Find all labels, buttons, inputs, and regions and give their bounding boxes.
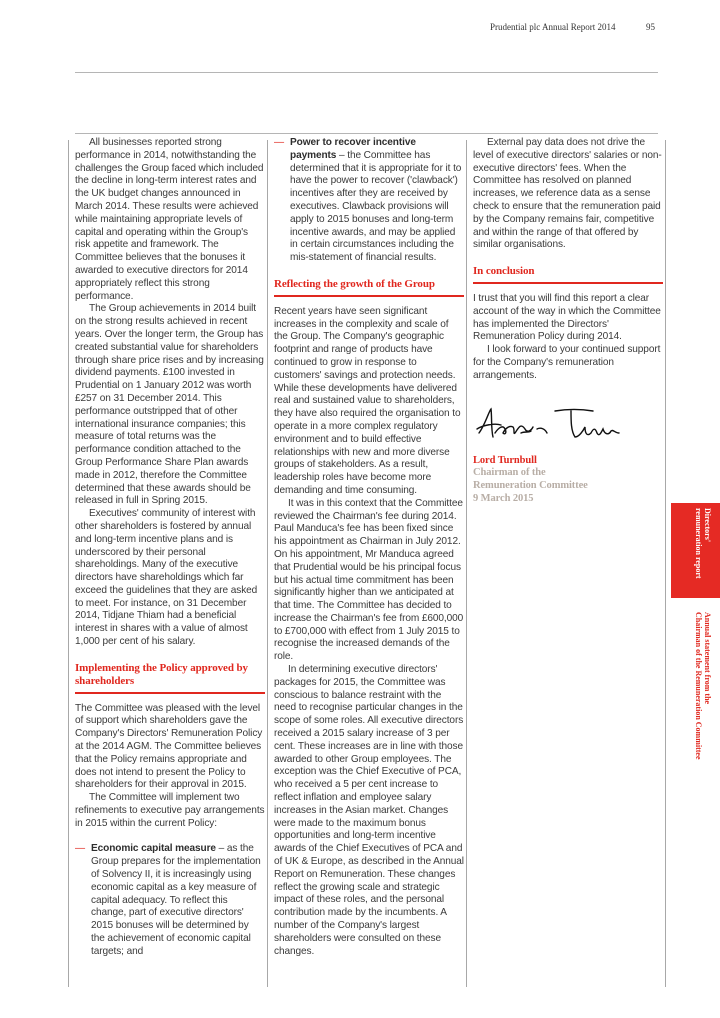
paragraph: The Committee will implement two refinements to executive pay arrangements in 2015 within the current Policy: — [75, 792, 265, 829]
side-caption-line1: Annual statement from the — [703, 612, 712, 705]
bullet-lead: Economic capital measure — [91, 843, 216, 855]
paragraph: The Group achievements in 2014 built on the strong results achieved in recent years. Over the longer term, the Group has created substantial value for shareholders through share price rises and by increasing dividend payments. £100 invested in Prudential on 1 January 2012 was worth £257 on 31 December 2014. This performance outstripped that of other international insurance companies; this measure of total returns was the performance condition attached to the Group Performance Share Plan awards made in 2012, therefore the Committee determined that these awards should be released in full in Spring 2015. — [75, 303, 264, 507]
bullet-text: – the Committee has determined that it is appropriate for it to have the power to recover ('clawback') incentives after they are received by executives. Clawback provisions will apply to 2015 bonuses and long-term incentive awards, and may be applied in certain circumstances including the mis-statement of financial results. — [290, 149, 462, 264]
dash-bullet-icon: — — [274, 137, 284, 148]
section-heading-reflecting-growth: Reflecting the growth of the Group — [274, 278, 464, 297]
signature-date: 9 March 2015 — [473, 492, 534, 504]
column-divider-right — [665, 140, 666, 987]
header-rule — [75, 72, 658, 73]
section-heading-implementing-policy: Implementing the Policy approved by shareholders — [75, 662, 265, 694]
side-caption-label — [671, 606, 720, 796]
bullet-clawback — [274, 137, 464, 265]
column-divider-2 — [466, 140, 467, 987]
bullet-economic-capital — [75, 843, 265, 958]
side-tab-line2: remuneration report — [694, 508, 703, 579]
side-tab-line1: Directors' — [703, 508, 712, 543]
signatory-name: Lord Turnbull — [473, 454, 537, 466]
bullet-text: – as the Group prepares for the implementation of Solvency II, it is increasingly using economic capital as a key measure of capital adequacy. To reflect this change, part of executive directors' 2015 bonuses will be determined by the achievement of economic capital targets; and — [91, 843, 261, 957]
paragraph: It was in this context that the Committee reviewed the Chairman's fee during 2014. Paul Manduca's fee has been fixed since his appointment as Chairman in July 2012. On his appointment, Mr Manduca agreed that Prudential would be his principal focus but his actual time commitment has been significantly higher than we anticipated at that time. The Committee has decided to increase the Chairman's fee from £600,000 to £700,000 with effect from 1 July 2015 to recognise the increased demands of the role. — [274, 497, 464, 663]
paragraph: All businesses reported strong performance in 2014, notwithstanding the challenges the Group faced which included the decline in long-term interest rates and the UK budget changes announced in March 2014. These results were achieved while maintaining appropriate levels of capital and operating within the Group's risk appetite and framework. The Committee believes that the bonuses it awarded to executive directors for 2014 appropriately reflect this strong performance. — [75, 137, 264, 302]
page-number: 95 — [646, 22, 655, 32]
paragraph: The Committee was pleased with the level of support which shareholders gave the Company's Directors' Remuneration Policy at the 2014 AGM. The Committee believes that the Policy remains appropriate and does not intend to present the Policy to shareholders for their approval in 2015. — [75, 702, 263, 791]
paragraph: I look forward to your continued support for the Company's remuneration arrangements. — [473, 344, 661, 381]
text-column-1 — [75, 137, 265, 959]
paragraph: In determining executive directors' packages for 2015, the Committee was conscious to balance restraint with the need to recognise particular changes in the scope of some roles. All executive directors received a 2015 salary increase of 3 per cent. These increases are in line with those awarded to other Group employees. The exception was the Chief Executive of PCA, who received a 5 per cent increase to reflect inflation and employee salary increases in the Asian market. Changes were made to the maximum bonus opportunities and long-term incentive awards of the Chief Executives of PCA and of UK & Europe, as described in the Annual Report on Remuneration. These changes reflect the growing scale and strategic impact of these roles, and the personal contribution made by the incumbents. A number of the Company's largest shareholders were consulted on these changes. — [274, 664, 464, 957]
running-head: Prudential plc Annual Report 2014 — [490, 22, 616, 32]
paragraph: External pay data does not drive the level of executive directors' salaries or non-executive directors' fees. When the Committee has resolved on planned increases, we reference data as a sense check to ensure that the remuneration paid by the Company remains fair, competitive and within the range of that offered by similar organisations. — [473, 137, 662, 251]
signatory-title-line1: Chairman of the — [473, 467, 546, 479]
handwritten-signature-icon — [475, 403, 625, 445]
paragraph: Executives' community of interest with other shareholders is fostered by annual and long-term incentive plans and is underscored by their personal shareholdings. Many of the executive directors have shareholdings which far exceed the guidelines that they are asked to meet. For instance, on 31 December 2014, Tidjane Thiam had a beneficial interest in shares with a value of almost 1,000 per cent of his salary. — [75, 508, 258, 648]
side-caption-line2: Chairman of the Remuneration Committee — [694, 612, 703, 760]
text-column-3 — [473, 137, 663, 506]
section-heading-in-conclusion: In conclusion — [473, 265, 663, 284]
paragraph: Recent years have seen significant increases in the complexity and scale of the Group. The Company's geographic footprint and range of products have continued to grow in response to customers' savings and protection needs. While these developments have delivered real and sustained value to shareholders, they have also required the organisation to operate in a more complex regulatory environment and to build effective relationships with new and more diverse groups of stakeholders. As a result, leadership roles have become more demanding and time consuming. — [274, 305, 461, 496]
subsection-side-caption — [671, 606, 720, 796]
signature-icon — [475, 403, 663, 445]
bullet-lead: Power to recover incentive payments — [290, 137, 416, 161]
text-column-2 — [274, 137, 464, 958]
section-side-tab[interactable] — [671, 503, 720, 598]
dash-bullet-icon: — — [75, 843, 85, 855]
columns-top-rule — [75, 133, 658, 134]
side-tab-label — [671, 503, 720, 598]
column-divider-1 — [267, 140, 268, 987]
paragraph: I trust that you will find this report a clear account of the way in which the Committee has implemented the Directors' Remuneration Policy during 2014. — [473, 292, 661, 343]
column-divider-left — [68, 140, 69, 987]
signatory-title-line2: Remuneration Committee — [473, 480, 588, 492]
